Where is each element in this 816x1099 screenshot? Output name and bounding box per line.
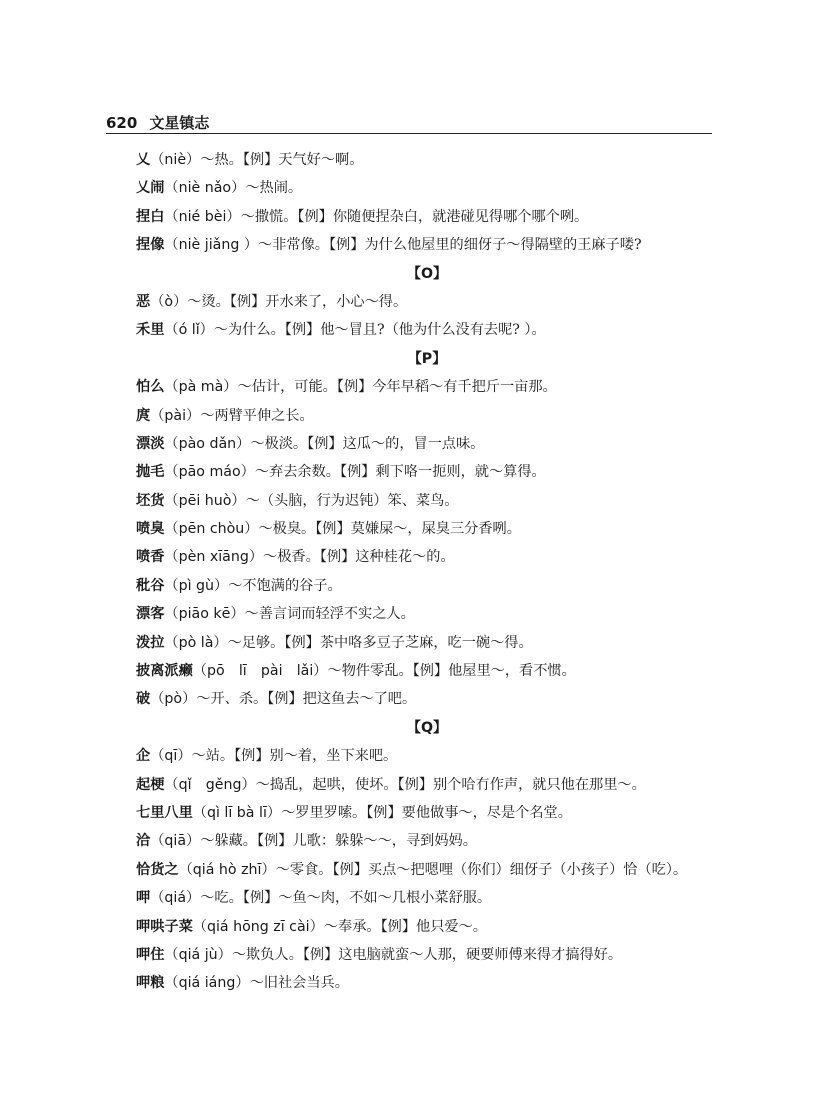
entry-definition: ～两臂平伸之长。	[200, 407, 314, 424]
entry-pinyin: （qǐ gěng）	[164, 776, 256, 793]
dictionary-entry	[136, 941, 718, 969]
entry-headword: 呷粮	[136, 975, 165, 992]
entry-headword: 起梗	[136, 776, 165, 793]
entry-pinyin: （niè jiǎng ）	[164, 237, 259, 254]
entry-pinyin: （pào dǎn）	[164, 435, 251, 452]
entry-pinyin: （pēi huò）	[164, 492, 246, 509]
dictionary-entry	[136, 827, 718, 855]
dictionary-entry	[136, 543, 718, 571]
entry-definition: ～开、杀。【例】把这鱼去～了吧。	[196, 691, 417, 708]
dictionary-entry	[136, 458, 718, 486]
dictionary-entry	[136, 373, 718, 401]
entry-pinyin: （pō lī pài lǎi）	[192, 663, 328, 680]
entry-headword: 坯货	[136, 492, 165, 509]
entry-headword: 七里八里	[136, 804, 193, 821]
entry-headword: 喷香	[136, 549, 165, 566]
entry-pinyin: （niè）	[150, 152, 201, 168]
entry-headword: 破	[136, 691, 151, 708]
page-number: 620	[106, 114, 138, 132]
entry-headword: 喷臭	[136, 521, 165, 538]
entry-definition: ～足够。【例】茶中咯多豆子芝麻，吃一碗～得。	[227, 634, 533, 651]
dictionary-entry	[136, 771, 718, 799]
entry-pinyin: （qì lī bà lī）	[192, 804, 282, 821]
dictionary-entry	[136, 174, 718, 202]
entry-definition: ～捣乱，起哄，使坏。【例】别个哈冇作声，就只他在那里～。	[255, 776, 646, 793]
entry-headword: 捏白	[136, 208, 165, 225]
running-header	[106, 114, 712, 132]
dictionary-entry	[136, 316, 718, 344]
entry-pinyin: （pēn chòu）	[164, 521, 259, 538]
entry-headword: 禾里	[136, 322, 165, 339]
entry-pinyin: （nié bèi）	[164, 208, 241, 225]
dictionary-entry	[136, 430, 718, 458]
entry-definition: ～善言词而轻浮不实之人。	[244, 606, 415, 623]
entry-pinyin: （pà mà）	[164, 379, 238, 396]
entry-headword: 漂淡	[136, 435, 165, 452]
entry-definition: ～弃去余数。【例】剩下咯一扼则，就～算得。	[254, 464, 546, 481]
entry-headword: 呷哄子菜	[136, 918, 193, 935]
dictionary-entry	[136, 487, 718, 515]
entry-definition: ～撒慌。【例】你随便捏杂白，就港碰见得哪个哪个咧。	[240, 208, 589, 225]
entry-definition: ～极臭。【例】莫嫌屎～，屎臭三分香咧。	[258, 521, 521, 538]
entry-headword: 恶	[136, 293, 151, 310]
entry-definition: ～欺负人。【例】这电脑就蛮～人那，硬要师傅来得才搞得好。	[231, 946, 623, 963]
entry-definition: ～烫。【例】开水来了，小心～得。	[187, 293, 408, 310]
dictionary-entry	[136, 231, 718, 259]
section-heading: 【P】	[407, 350, 447, 367]
entry-definition: ～旧社会当兵。	[249, 975, 349, 992]
entry-definition: ～罗里罗嗦。【例】要他做事～，尽是个名堂。	[281, 804, 572, 821]
dictionary-entry	[136, 969, 718, 997]
entry-definition: ～热。【例】天气好～啊。	[200, 152, 364, 168]
entry-pinyin: （niè nǎo）	[164, 180, 246, 197]
dictionary-entry	[136, 799, 718, 827]
entry-headword: 漂客	[136, 606, 165, 623]
entry-definition: ～估计，可能。【例】今年早稻～有千把斤一亩那。	[237, 379, 557, 396]
entry-definition: ～（头脑，行为迟钝）笨、菜鸟。	[245, 492, 459, 509]
entry-headword: 洽	[136, 833, 151, 850]
header-rule	[106, 133, 712, 134]
dictionary-entry	[136, 572, 718, 600]
entry-headword: 庹	[136, 407, 151, 424]
entry-definition: ～非常像。【例】为什么他屋里的细伢子～得隔壁的王麻子喽?	[258, 237, 642, 254]
entry-headword: 捏像	[136, 237, 165, 254]
entry-headword: 怕么	[136, 379, 165, 396]
entry-pinyin: （qiá iáng）	[164, 975, 250, 992]
entry-definition: ～极淡。【例】这瓜～的，冒一点味。	[250, 435, 485, 452]
dictionary-entry	[136, 856, 718, 884]
entry-definition: ～为什么。【例】他～冒且?（他为什么没有去呢? ）。	[213, 322, 546, 339]
entry-pinyin: （qiá jù）	[164, 946, 232, 963]
entry-headword: 乂	[136, 152, 151, 168]
dictionary-entry	[136, 288, 718, 316]
entry-pinyin: （pèn xīāng）	[164, 549, 264, 566]
dictionary-entry	[136, 402, 718, 430]
entry-definition: ～躲藏。【例】儿歌：躲躲～～，寻到妈妈。	[200, 833, 477, 850]
entry-pinyin: （piāo kē）	[164, 606, 245, 623]
dictionary-entry	[136, 685, 718, 713]
entry-list	[136, 146, 718, 998]
entry-pinyin: （pò）	[150, 691, 197, 708]
entry-headword: 呷	[136, 890, 151, 907]
entry-headword: 企	[136, 748, 151, 765]
entry-headword: 抛毛	[136, 464, 165, 481]
entry-headword: 呷住	[136, 946, 165, 963]
entry-headword: 秕谷	[136, 577, 165, 594]
dictionary-entry	[136, 884, 718, 912]
dictionary-entry	[136, 913, 718, 941]
dictionary-entry	[136, 146, 718, 174]
entry-pinyin: （ò）	[150, 293, 188, 310]
dictionary-entry	[136, 203, 718, 231]
entry-pinyin: （qiá）	[150, 890, 201, 907]
dictionary-entry	[136, 629, 718, 657]
entry-definition: ～不饱满的谷子。	[228, 577, 342, 594]
entry-definition: ～热闹。	[245, 180, 303, 197]
dictionary-entry	[136, 600, 718, 628]
entry-pinyin: （pài）	[150, 407, 201, 424]
entry-pinyin: （qiá hò zhī）	[178, 861, 276, 878]
entry-pinyin: （pì gù）	[164, 577, 229, 594]
entry-pinyin: （qiā）	[150, 833, 201, 850]
book-title: 文星镇志	[149, 114, 210, 132]
entry-definition: ～极香。【例】这种桂花～的。	[263, 549, 455, 566]
entry-pinyin: （qiá hōng zī cài）	[192, 918, 324, 935]
entry-definition: ～站。【例】别～着，坐下来吧。	[191, 748, 398, 765]
entry-headword: 恰货之	[136, 861, 179, 878]
entry-pinyin: （ó lǐ）	[164, 322, 214, 339]
dictionary-entry	[136, 515, 718, 543]
entry-definition: ～奉承。【例】他只爱～。	[323, 918, 487, 935]
entry-headword: 泼拉	[136, 634, 165, 651]
entry-pinyin: （pāo máo）	[164, 464, 255, 481]
entry-pinyin: （qī）	[150, 748, 192, 765]
entry-pinyin: （pò là）	[164, 634, 228, 651]
section-heading: 【O】	[406, 265, 448, 282]
entry-definition: ～物件零乱。【例】他屋里～，看不惯。	[327, 663, 576, 680]
dictionary-entry	[136, 742, 718, 770]
entry-headword: 乂闹	[136, 180, 165, 197]
entry-definition: ～零食。【例】买点～把嗯哩（你们）细伢子（小孩子）恰（吃）。	[275, 861, 688, 878]
entry-headword: 披离派癞	[136, 663, 193, 680]
entry-definition: ～吃。【例】～鱼～肉，不如～几根小菜舒服。	[200, 890, 492, 907]
dictionary-entry	[136, 657, 718, 685]
section-heading: 【Q】	[406, 719, 448, 736]
